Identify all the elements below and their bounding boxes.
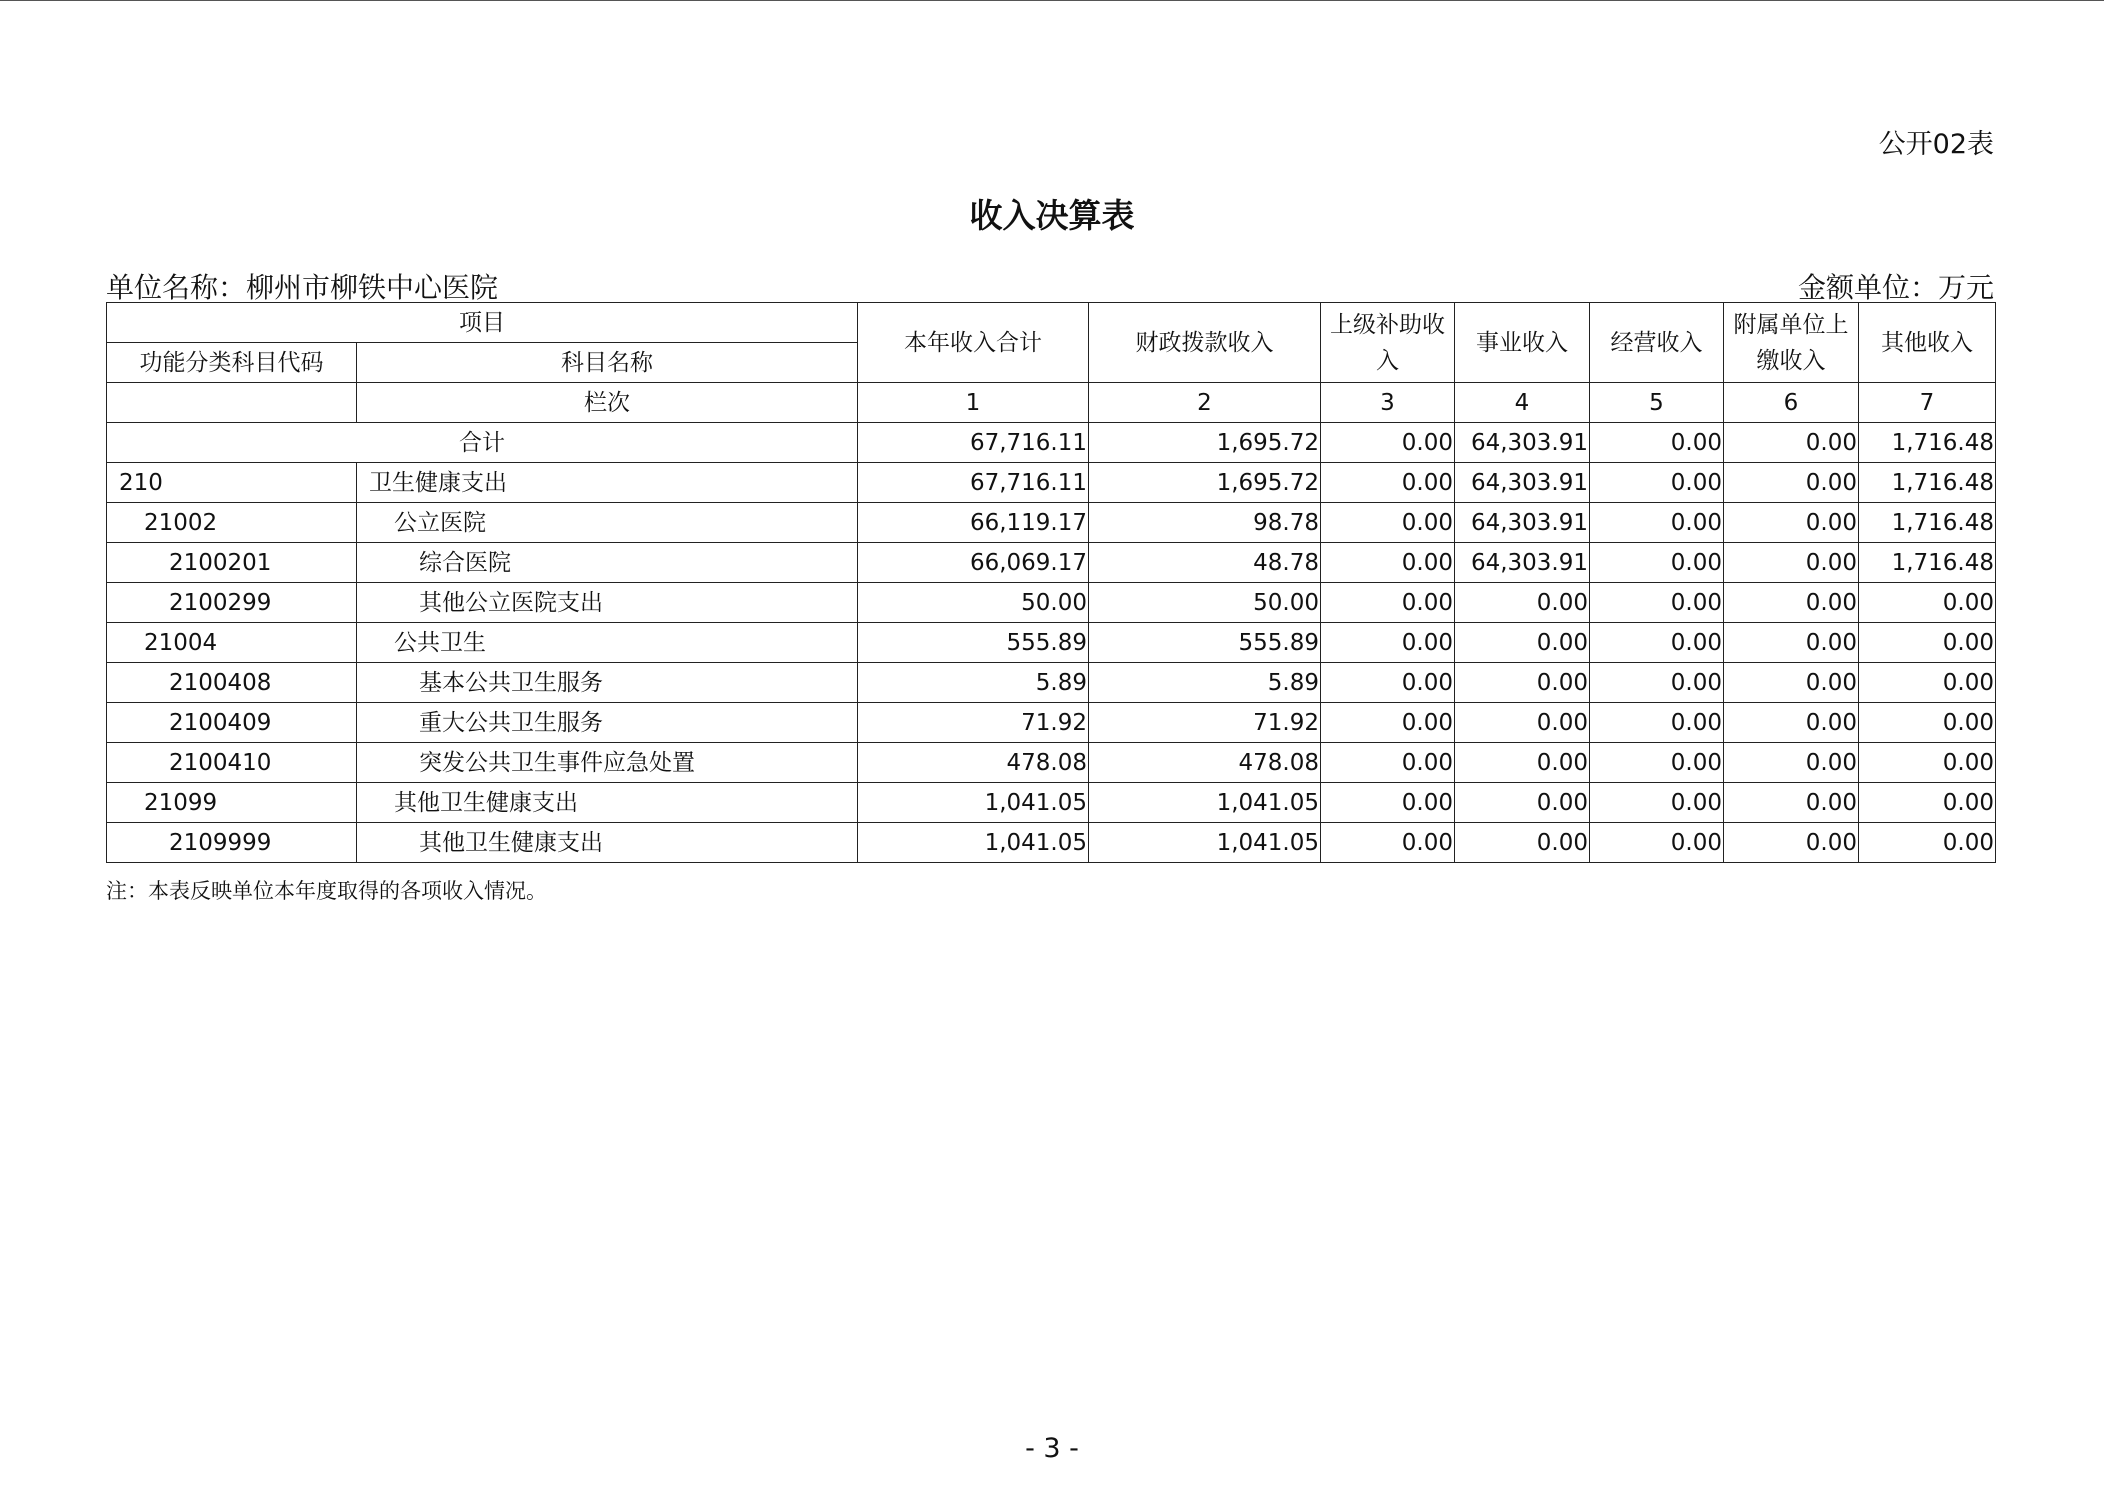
row-value: 50.00 [1089,583,1321,623]
row-name: 综合医院 [357,543,858,583]
table-row [107,703,1996,743]
header-col-business: 事业收入 [1455,303,1590,383]
row-value: 0.00 [1455,783,1590,823]
row-value: 64,303.91 [1455,503,1590,543]
row-name: 突发公共卫生事件应急处置 [357,743,858,783]
row-code: 21099 [107,783,357,823]
row-value: 0.00 [1590,583,1724,623]
header-name: 科目名称 [357,343,858,383]
total-value: 0.00 [1724,423,1859,463]
row-value: 0.00 [1859,663,1996,703]
row-value: 0.00 [1455,823,1590,863]
row-value: 0.00 [1455,663,1590,703]
row-name: 其他卫生健康支出 [357,823,858,863]
row-name: 基本公共卫生服务 [357,663,858,703]
column-number: 6 [1724,383,1859,423]
table-row [107,743,1996,783]
row-value: 478.08 [1089,743,1321,783]
table-row [107,783,1996,823]
row-value: 0.00 [1724,503,1859,543]
form-code: 公开02表 [1878,129,1994,160]
row-value: 0.00 [1724,623,1859,663]
column-number: 4 [1455,383,1590,423]
page-number: - 3 - [1025,1433,1079,1464]
row-name: 其他卫生健康支出 [357,783,858,823]
row-value: 1,716.48 [1859,543,1996,583]
row-code: 2100299 [107,583,357,623]
row-value: 0.00 [1590,543,1724,583]
row-value: 0.00 [1590,823,1724,863]
row-code: 21004 [107,623,357,663]
row-value: 0.00 [1859,783,1996,823]
top-border-line [0,0,2104,1]
row-value: 0.00 [1321,663,1455,703]
row-value: 0.00 [1590,463,1724,503]
row-value: 1,716.48 [1859,503,1996,543]
row-value: 0.00 [1321,623,1455,663]
row-value: 0.00 [1724,823,1859,863]
row-value: 0.00 [1321,583,1455,623]
row-code: 2100409 [107,703,357,743]
column-number: 1 [858,383,1089,423]
total-label: 合计 [107,423,858,463]
row-value: 0.00 [1590,503,1724,543]
column-number: 3 [1321,383,1455,423]
row-value: 64,303.91 [1455,463,1590,503]
row-value: 1,041.05 [858,823,1089,863]
row-value: 67,716.11 [858,463,1089,503]
row-name: 重大公共卫生服务 [357,703,858,743]
row-value: 555.89 [1089,623,1321,663]
row-name: 其他公立医院支出 [357,583,858,623]
row-value: 1,041.05 [1089,783,1321,823]
row-value: 0.00 [1590,703,1724,743]
row-value: 0.00 [1321,823,1455,863]
row-value: 0.00 [1724,543,1859,583]
total-value: 1,716.48 [1859,423,1996,463]
row-value: 0.00 [1859,703,1996,743]
row-value: 555.89 [858,623,1089,663]
column-label: 栏次 [357,383,858,423]
row-value: 0.00 [1590,663,1724,703]
row-value: 0.00 [1321,743,1455,783]
table-row [107,583,1996,623]
row-value: 0.00 [1590,623,1724,663]
table-row [107,543,1996,583]
column-number: 7 [1859,383,1996,423]
column-number-row [107,383,1996,423]
row-value: 1,041.05 [1089,823,1321,863]
table-row [107,823,1996,863]
row-value: 0.00 [1590,783,1724,823]
row-name: 公立医院 [357,503,858,543]
row-value: 98.78 [1089,503,1321,543]
column-number: 2 [1089,383,1321,423]
row-value: 0.00 [1321,703,1455,743]
row-value: 0.00 [1859,623,1996,663]
row-value: 66,069.17 [858,543,1089,583]
row-value: 0.00 [1321,783,1455,823]
row-value: 0.00 [1455,623,1590,663]
total-value: 67,716.11 [858,423,1089,463]
table-row [107,463,1996,503]
header-col-affiliate: 附属单位上缴收入 [1724,303,1859,383]
row-value: 0.00 [1724,583,1859,623]
row-value: 1,041.05 [858,783,1089,823]
amount-unit: 金额单位：万元 [1797,271,1994,304]
row-value: 66,119.17 [858,503,1089,543]
page-title: 收入决算表 [969,196,1135,235]
row-value: 1,716.48 [1859,463,1996,503]
row-value: 0.00 [1455,703,1590,743]
header-item: 项目 [107,303,858,343]
row-value: 0.00 [1724,463,1859,503]
row-value: 71.92 [858,703,1089,743]
header-col-other: 其他收入 [1859,303,1996,383]
row-value: 0.00 [1321,543,1455,583]
total-row [107,423,1996,463]
row-value: 0.00 [1724,703,1859,743]
header-col-operating: 经营收入 [1590,303,1724,383]
row-value: 0.00 [1859,743,1996,783]
table-row [107,663,1996,703]
row-code: 2100410 [107,743,357,783]
row-value: 0.00 [1724,663,1859,703]
row-value: 0.00 [1859,583,1996,623]
total-value: 1,695.72 [1089,423,1321,463]
row-value: 0.00 [1859,823,1996,863]
column-number: 5 [1590,383,1724,423]
header-row-1 [107,303,1996,343]
row-value: 48.78 [1089,543,1321,583]
total-value: 0.00 [1321,423,1455,463]
row-name: 公共卫生 [357,623,858,663]
row-value: 0.00 [1321,463,1455,503]
unit-name: 单位名称：柳州市柳铁中心医院 [106,271,499,304]
row-name: 卫生健康支出 [357,463,858,503]
row-value: 0.00 [1724,743,1859,783]
row-value: 478.08 [858,743,1089,783]
table-row [107,623,1996,663]
row-code: 21002 [107,503,357,543]
row-value: 64,303.91 [1455,543,1590,583]
row-value: 0.00 [1590,743,1724,783]
row-value: 71.92 [1089,703,1321,743]
row-value: 1,695.72 [1089,463,1321,503]
row-value: 0.00 [1724,783,1859,823]
header-col-fiscal: 财政拨款收入 [1089,303,1321,383]
row-value: 0.00 [1455,583,1590,623]
total-value: 0.00 [1590,423,1724,463]
table-row [107,503,1996,543]
row-code: 2100408 [107,663,357,703]
header-code: 功能分类科目代码 [107,343,357,383]
row-code: 2109999 [107,823,357,863]
total-value: 64,303.91 [1455,423,1590,463]
row-value: 0.00 [1321,503,1455,543]
header-col-superior: 上级补助收入 [1321,303,1455,383]
column-number-blank [107,383,357,423]
row-value: 0.00 [1455,743,1590,783]
row-value: 5.89 [1089,663,1321,703]
income-table [106,302,1996,863]
row-value: 50.00 [858,583,1089,623]
header-col-total: 本年收入合计 [858,303,1089,383]
table-note: 注：本表反映单位本年度取得的各项收入情况。 [106,879,547,903]
row-code: 2100201 [107,543,357,583]
row-code: 210 [107,463,357,503]
row-value: 5.89 [858,663,1089,703]
